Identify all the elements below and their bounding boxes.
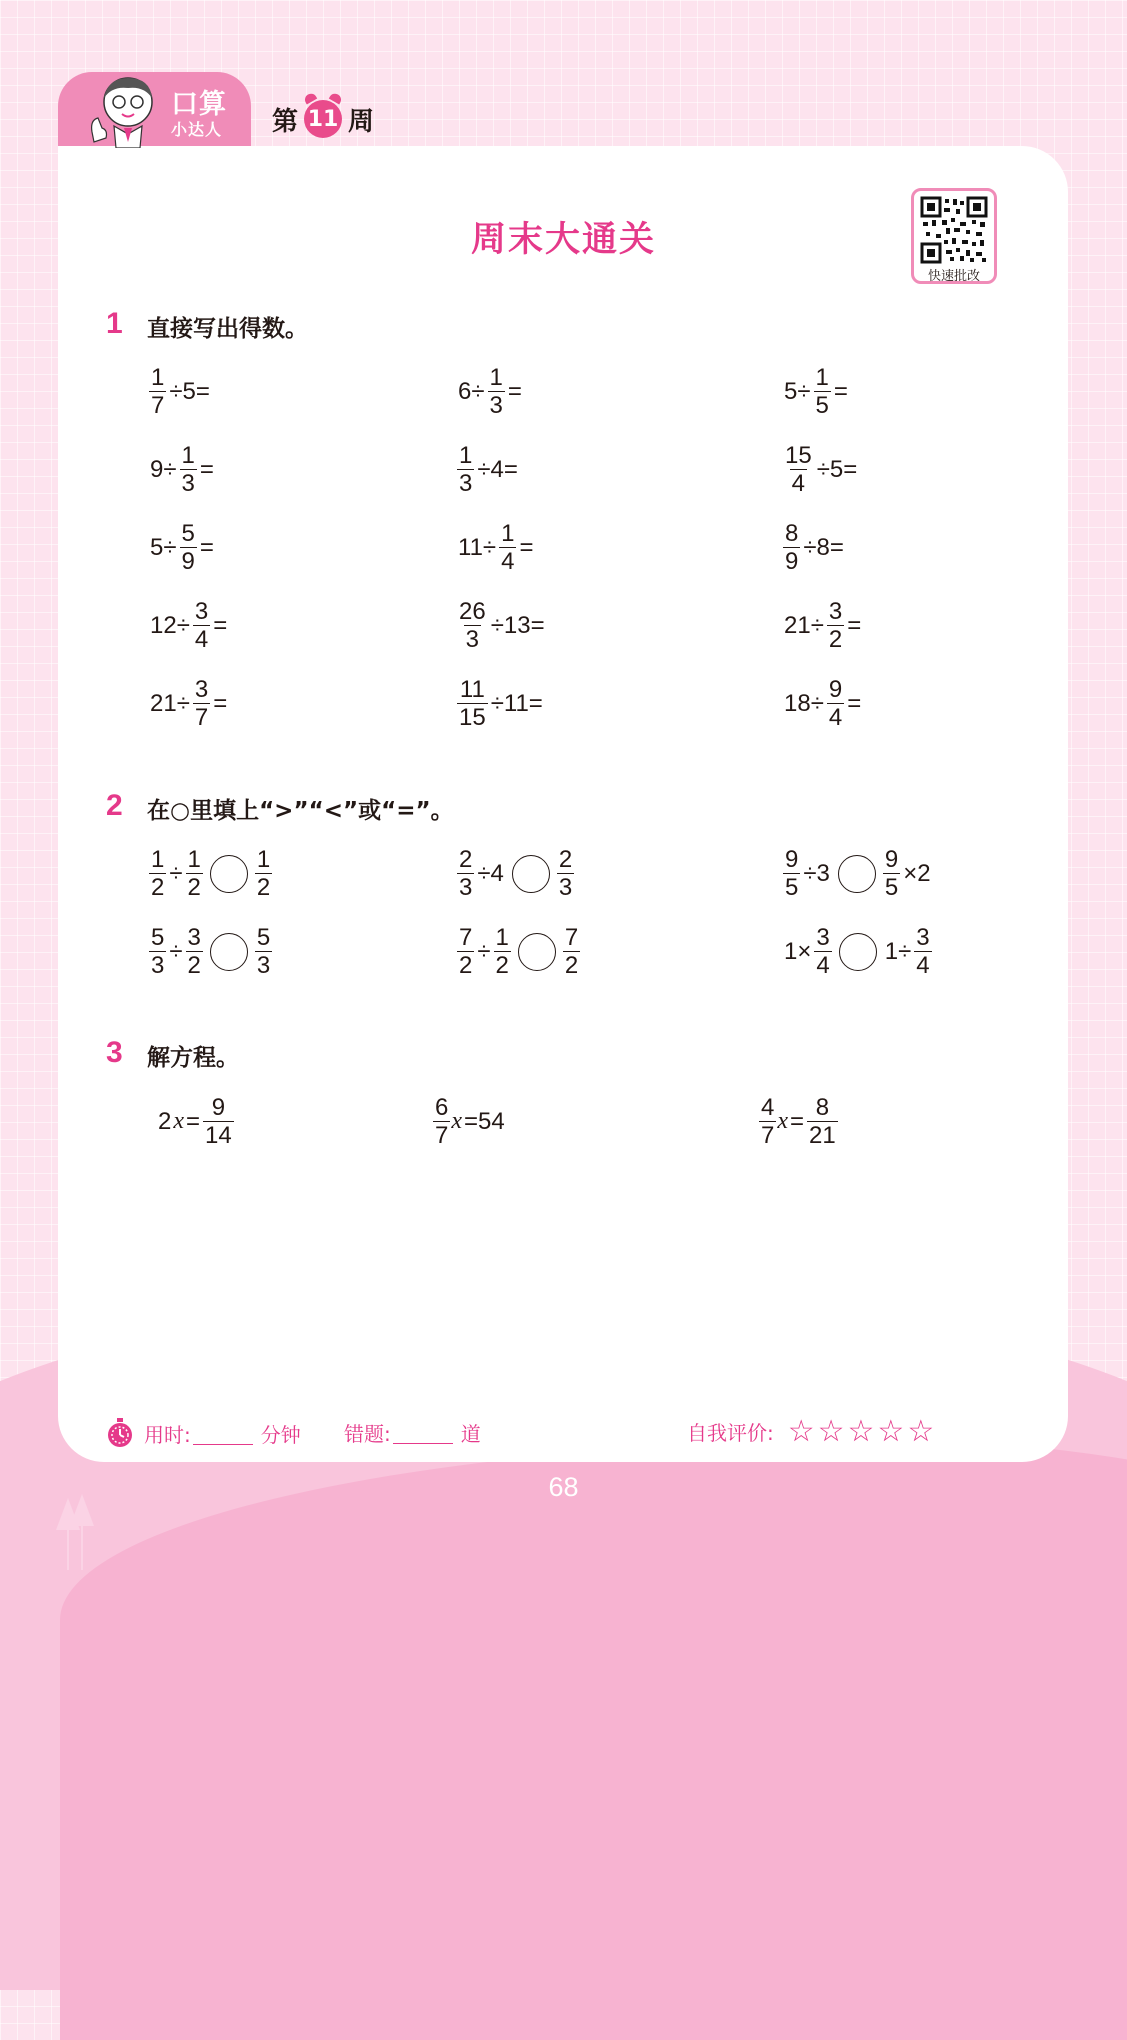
math-expression [456,676,545,731]
numerator: 7 [459,924,473,951]
denominator: 3 [465,626,480,653]
qr-label: 快速批改 [927,269,980,284]
numerator: 3 [194,676,209,703]
fraction [180,520,197,575]
numerator: 9 [785,846,799,873]
fraction [149,924,166,979]
numerator: 9 [884,846,899,873]
expression-text: ÷13= [490,611,545,639]
numerator: 6 [435,1094,449,1121]
expression-text: =54 [464,1107,505,1135]
denominator: 4 [816,952,830,979]
expression-text: ÷8= [803,533,844,561]
expression-text: = [519,533,534,561]
expression-text: ÷ [477,937,491,965]
expression-text: = [213,689,228,717]
math-expression [782,364,850,419]
errors-unit: 道 [460,1422,481,1446]
numerator: 8 [815,1094,830,1121]
math-expression [782,676,863,731]
comparison-circle[interactable] [512,855,550,893]
comparison-circle[interactable] [518,933,556,971]
numerator: 3 [828,598,843,625]
week-indicator [272,100,374,138]
expression-text: 1× [784,937,812,965]
expression-text: 9÷ [150,455,177,483]
variable: x [451,1108,463,1134]
week-suffix: 周 [348,106,375,137]
expression-text: ÷4= [477,455,518,483]
fraction [488,364,505,419]
denominator: 4 [194,626,209,653]
errors-input-blank[interactable] [393,1421,453,1444]
expression-text: = [199,455,214,483]
section-3-instruction: 解方程。 [147,1045,239,1071]
denominator: 2 [828,626,843,653]
denominator: 3 [459,874,473,901]
page-number: 68 [548,1472,579,1502]
fraction [149,846,166,901]
fraction [255,924,272,979]
section-1-number: 1 [106,307,123,340]
numerator: 1 [256,846,271,873]
expression-text: 2 [158,1107,172,1135]
fraction [827,598,844,653]
fraction [149,364,166,419]
expression-text: = [213,611,228,639]
errors-label: 错题: [344,1422,391,1446]
denominator: 7 [761,1122,775,1149]
expression-text: ÷5= [169,377,210,405]
expression-text: = [833,377,848,405]
fraction [563,924,580,979]
math-expression [456,442,520,497]
comparison-circle[interactable] [210,933,248,971]
variable: x [173,1108,185,1134]
math-expression [782,924,933,979]
math-expression [148,520,216,575]
numerator: 1 [181,442,195,469]
fraction [193,676,210,731]
denominator: 14 [205,1122,232,1149]
numerator: 4 [761,1094,775,1121]
tree-decoration-icon [52,1490,102,1570]
numerator: 2 [459,846,473,873]
math-expression [782,598,863,653]
section-3-number: 3 [106,1036,123,1069]
fraction [457,676,488,731]
expression-text: ÷ [169,937,183,965]
fraction [814,924,831,979]
expression-text: 11÷ [458,533,497,561]
expression-text: ÷11= [490,689,543,717]
expression-text: = [186,1107,201,1135]
variable: x [777,1108,789,1134]
denominator: 5 [815,392,829,419]
math-expression [758,1094,839,1149]
fraction [457,598,488,653]
comparison-circle[interactable] [210,855,248,893]
fraction [193,598,210,653]
fraction [255,846,272,901]
denominator: 21 [809,1122,836,1149]
comparison-circle[interactable] [838,855,876,893]
fraction [457,442,474,497]
denominator: 3 [459,470,473,497]
denominator: 5 [785,874,799,901]
denominator: 2 [495,952,509,979]
denominator: 5 [884,874,899,901]
numerator: 1 [495,924,509,951]
badge-subtitle: 小达人 [171,120,223,139]
fraction [433,1094,450,1149]
denominator: 4 [916,952,930,979]
denominator: 2 [151,874,165,901]
numerator: 9 [828,676,843,703]
numerator: 11 [459,676,485,703]
expression-text: ×2 [903,859,931,887]
math-expression [456,598,547,653]
expression-text: ÷5= [816,455,858,483]
week-prefix: 第 [272,106,299,137]
self-evaluation [687,1414,937,1449]
math-expression [456,846,575,901]
fraction [759,1094,776,1149]
expression-text: 5÷ [784,377,811,405]
numerator: 26 [459,598,486,625]
numerator: 7 [564,924,579,951]
fraction [827,676,844,731]
fraction [783,520,800,575]
fraction [494,924,511,979]
fraction [186,924,203,979]
section-2-number: 2 [106,789,123,822]
expression-text: = [790,1107,805,1135]
expression-text: 1÷ [884,937,912,965]
time-label: 用时: [144,1422,191,1447]
errors-field [344,1418,481,1447]
math-expression [148,676,229,731]
bottom-hill-decoration-2 [60,1440,1127,2040]
math-expression [456,924,581,979]
week-number-badge: 11 [304,100,342,138]
numerator: 1 [187,846,201,873]
math-expression [782,846,933,901]
denominator: 3 [256,952,271,979]
numerator: 1 [489,364,503,391]
denominator: 3 [489,392,503,419]
denominator: 4 [828,704,843,731]
denominator: 9 [181,548,195,575]
expression-text: = [847,611,862,639]
expression-text: 5÷ [150,533,177,561]
expression-text: 21÷ [784,611,824,639]
fraction [457,924,474,979]
math-expression [148,364,212,419]
numerator: 5 [181,520,195,547]
fraction [457,846,474,901]
numerator: 1 [151,846,165,873]
expression-text: ÷4 [477,859,504,887]
expression-text: 6÷ [458,377,485,405]
denominator: 4 [501,548,515,575]
expression-text: 21÷ [150,689,190,717]
numerator: 1 [459,442,473,469]
numerator: 3 [187,924,201,951]
fraction [180,442,197,497]
fraction [783,442,814,497]
comparison-circle[interactable] [839,933,877,971]
denominator: 4 [791,470,806,497]
fraction [186,846,203,901]
denominator: 3 [558,874,573,901]
numerator: 3 [916,924,930,951]
fraction [783,846,800,901]
numerator: 2 [558,846,573,873]
math-expression [156,1094,235,1149]
math-expression [148,442,216,497]
numerator: 5 [151,924,165,951]
denominator: 3 [151,952,165,979]
fraction [807,1094,838,1149]
page-title: 周末大通关 [470,220,656,260]
section-1-instruction: 直接写出得数。 [147,316,308,342]
mascot-icon [78,72,168,148]
stopwatch-icon [106,1418,134,1448]
time-spent-field [106,1418,301,1448]
time-input-blank[interactable] [193,1422,253,1445]
numerator: 8 [785,520,799,547]
evaluation-label: 自我评价: [687,1421,774,1445]
fraction [203,1094,234,1149]
fraction [914,924,931,979]
time-unit: 分钟 [260,1422,301,1447]
denominator: 2 [187,952,201,979]
rating-stars[interactable]: ☆☆☆☆☆ [787,1414,938,1449]
expression-text: = [199,533,214,561]
denominator: 2 [564,952,579,979]
numerator: 1 [151,364,165,391]
denominator: 2 [459,952,473,979]
math-expression [148,846,273,901]
expression-text: 18÷ [784,689,824,717]
math-expression [432,1094,507,1149]
numerator: 5 [256,924,271,951]
math-expression [148,924,273,979]
expression-text: ÷3 [803,859,830,887]
math-expression [148,598,229,653]
fraction [883,846,900,901]
numerator: 3 [194,598,209,625]
denominator: 7 [194,704,209,731]
math-expression [456,364,524,419]
qr-code-box[interactable] [911,188,997,284]
expression-text: ÷ [169,859,183,887]
numerator: 1 [501,520,515,547]
denominator: 2 [187,874,201,901]
section-2-instruction: 在○里填上“>”“<”或“=”。 [147,798,454,824]
denominator: 15 [459,704,486,731]
denominator: 9 [785,548,799,575]
numerator: 15 [785,442,812,469]
badge-title: 口算 [171,89,227,120]
denominator: 7 [435,1122,449,1149]
math-expression [782,520,846,575]
denominator: 2 [256,874,271,901]
expression-text: 12÷ [150,611,190,639]
denominator: 7 [151,392,165,419]
fraction [499,520,516,575]
fraction [814,364,831,419]
qr-code-icon [920,196,988,264]
numerator: 3 [816,924,830,951]
fraction [557,846,574,901]
math-expression [782,442,859,497]
numerator: 9 [211,1094,226,1121]
math-expression [456,520,535,575]
expression-text: = [507,377,522,405]
denominator: 3 [181,470,195,497]
expression-text: = [847,689,862,717]
numerator: 1 [815,364,829,391]
